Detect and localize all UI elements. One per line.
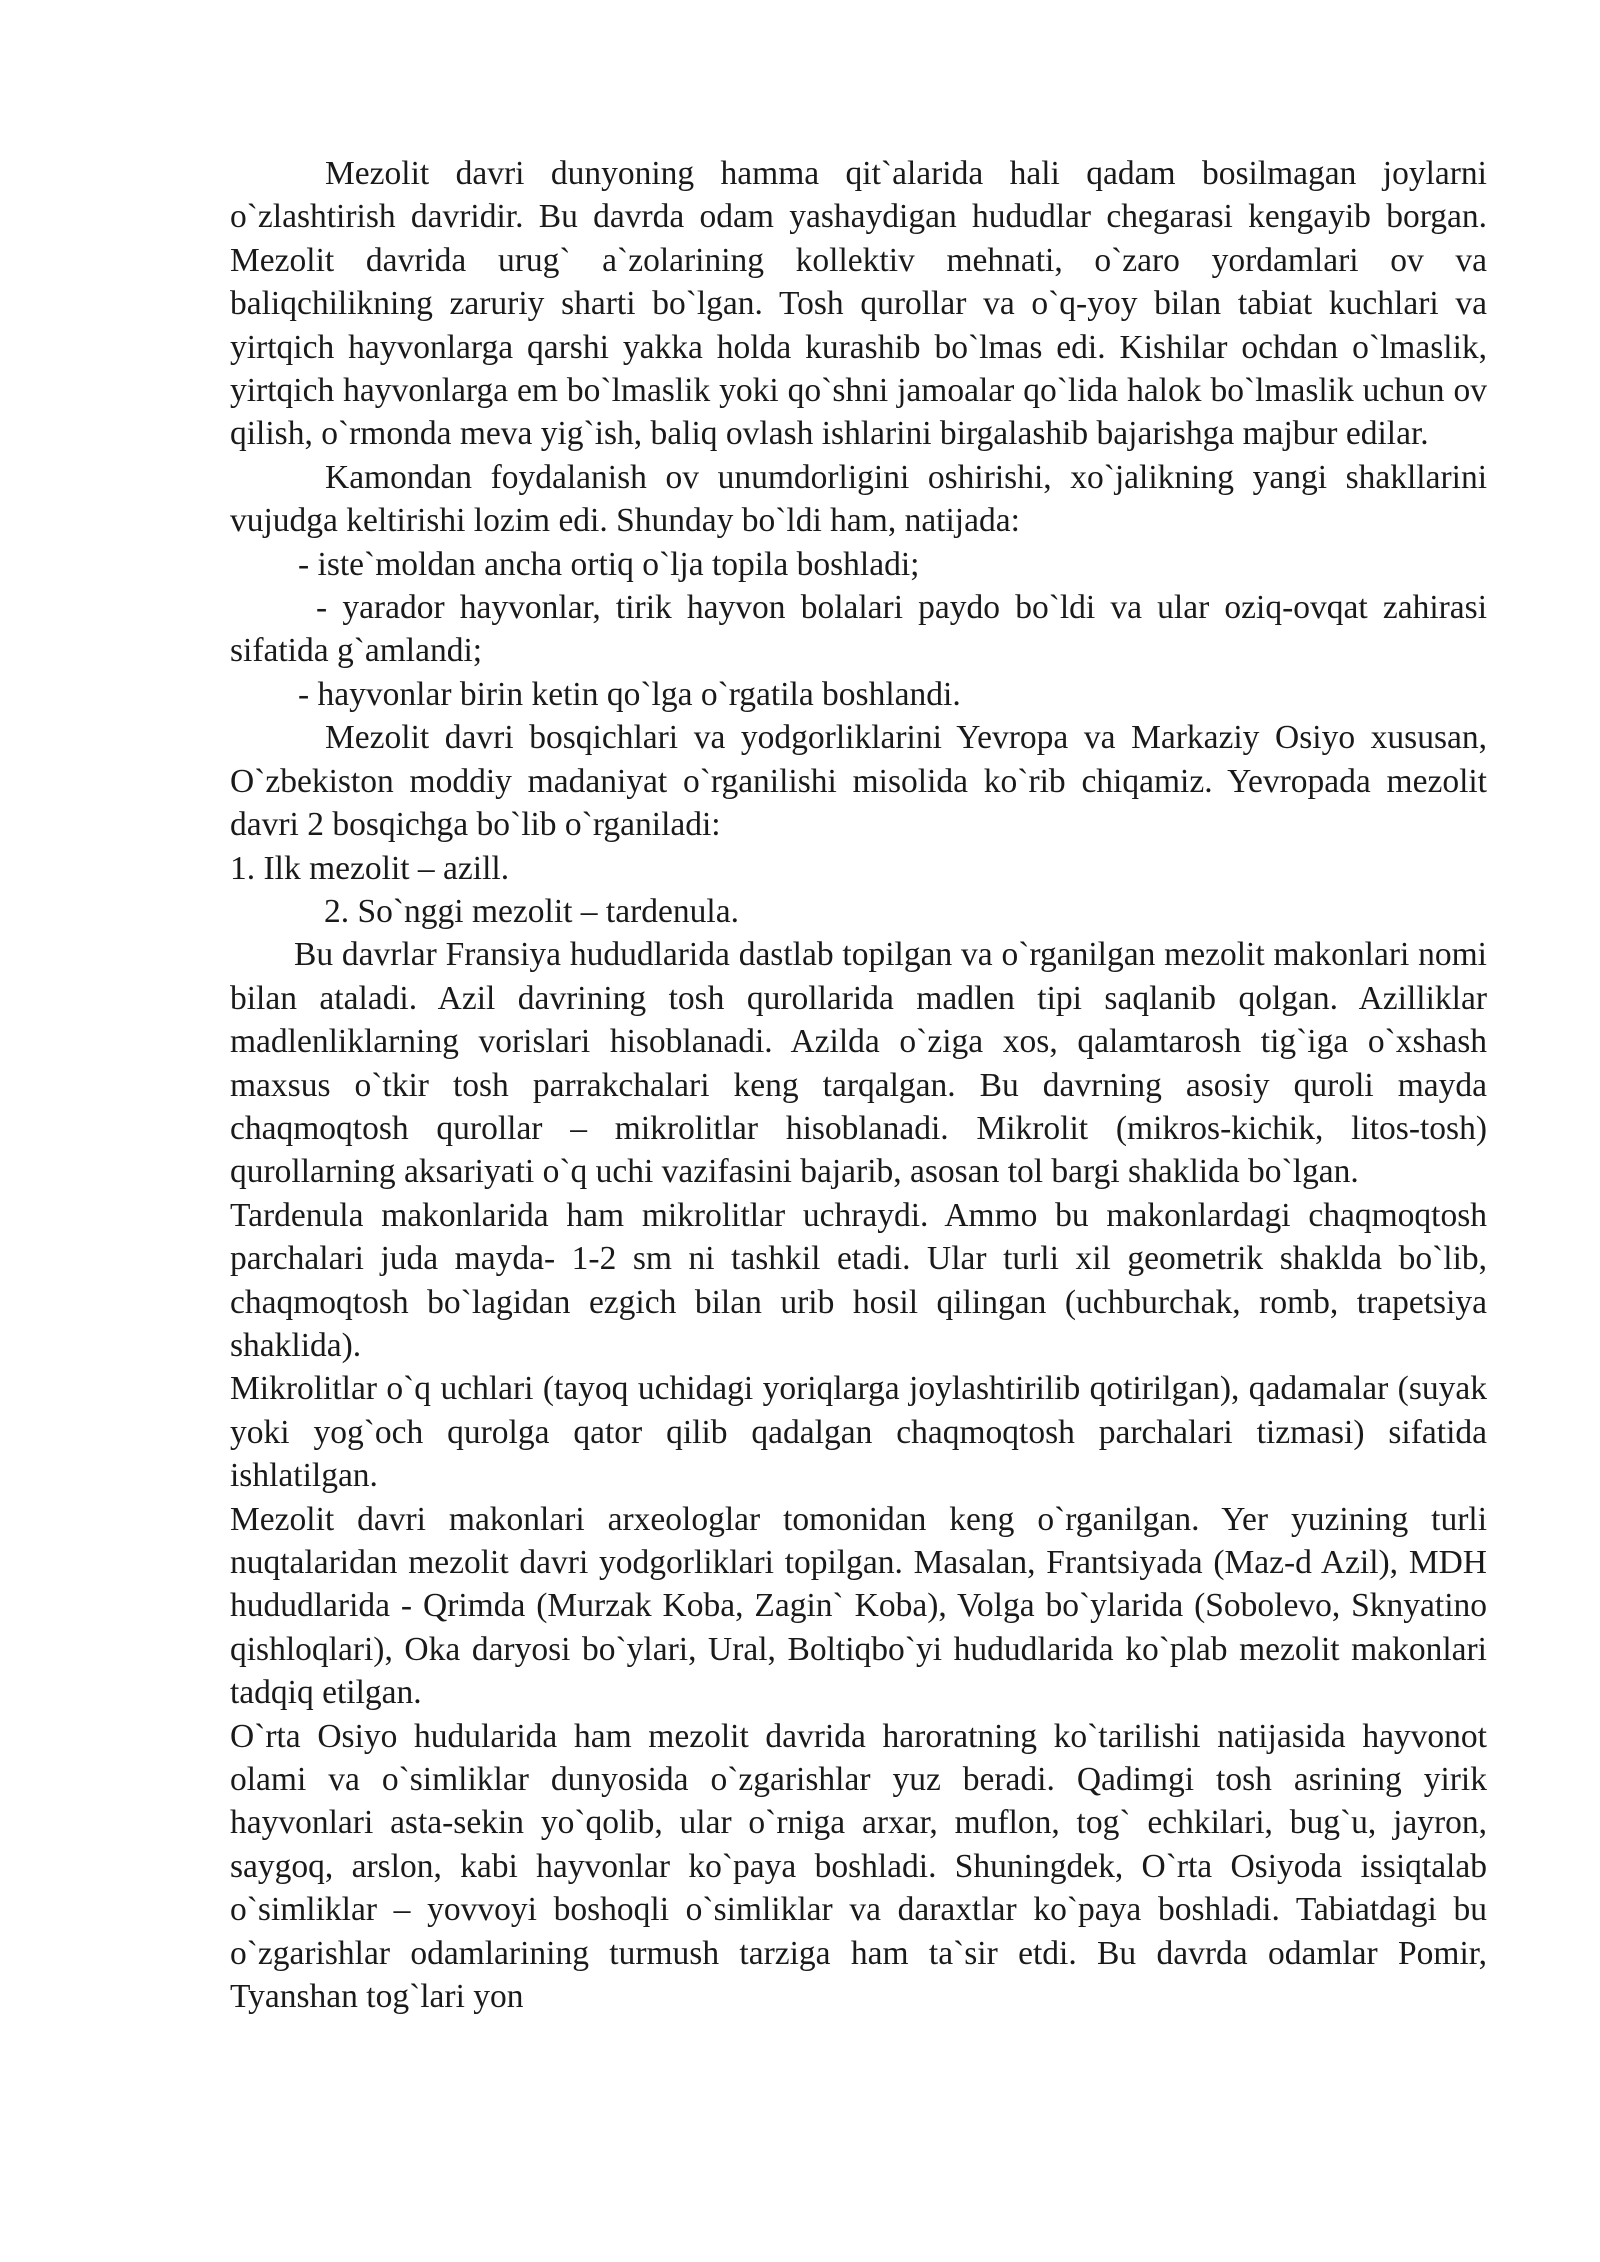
- list-item-qolga-orgatish: - hayvonlar birin ketin qo`lga o`rgatila boshlandi.: [298, 675, 961, 713]
- paragraph-orta-osiyo: O`rta Osiyo hudularida ham mezolit davrida haroratning ko`tarilishi natijasida hayvonot olami va o`simliklar dunyosida o`zgarishlar yuz beradi. Qadimgi tosh asrining yirik hayvonlari asta-sekin yo`qolib, ular o`rniga arxar, muflon, tog` echkilari, bug`u, jayron, saygoq, arslon, kabi hayvonlar ko`paya boshladi. Shuningdek, O`rta Osiyoda issiqtalab o`simliklar – yovvoyi boshoqli o`simliklar va daraxtlar ko`paya boshladi. Tabiatdagi bu o`zgarishlar odamlarining turmush tarziga ham ta`sir etdi. Bu davrda odamlar Pomir, Tyanshan tog`lari yon: [230, 1717, 1487, 2016]
- paragraph-tardenula: Tardenula makonlarida ham mikrolitlar uchraydi. Ammo bu makonlardagi chaqmoqtosh parchalari juda mayda- 1-2 sm ni tashkil etadi. Ular turli xil geometrik shaklda bo`lib, chaqmoqtosh bo`lagidan ezgich bilan urib hosil qilingan (uchburchak, romb, trapetsiya shaklida).: [230, 1196, 1487, 1364]
- list-item-songgi-mezolit: 2. So`nggi mezolit – tardenula.: [324, 892, 739, 930]
- paragraph-mezolit-intro: Mezolit davri dunyoning hamma qit`alarida hali qadam bosilmagan joylarni o`zlashtirish davridir. Bu davrda odam yashaydigan hududlar chegarasi kengayib borgan. Mezolit davrida urug` a`zolarining kollektiv mehnati, o`zaro yordamlari ov va baliqchilikning zaruriy sharti bo`lgan. Tosh qurollar va o`q-yoy bilan tabiat kuchlari va yirtqich hayvonlarga qarshi yakka holda kurashib bo`lmas edi. Kishilar ochdan o`lmaslik, yirtqich hayvonlarga em bo`lmaslik yoki qo`shni jamoalar qo`lida halok bo`lmaslik uchun ov qilish, o`rmonda meva yig`ish, baliq ovlash ishlarini birgalashib bajarishga majbur edilar.: [230, 155, 1487, 453]
- paragraph-bosqichlar: Mezolit davri bosqichlari va yodgorliklarini Yevropa va Markaziy Osiyo xususan, O`zbekiston moddiy madaniyat o`rganilishi misolida ko`rib chiqamiz. Yevropada mezolit davri 2 bosqichga bo`lib o`rganiladi:: [230, 719, 1487, 844]
- paragraph-makonlar: Mezolit davri makonlari arxeologlar tomonidan keng o`rganilgan. Yer yuzining turli nuqtalaridan mezolit davri yodgorliklari topilgan. Masalan, Frantsiyada (Maz-d Azil), MDH hududlarida - Qrimda (Murzak Koba, Zagin` Koba), Volga bo`ylarida (Sobolevo, Sknyatino qishloqlari), Oka daryosi bo`ylari, Ural, Boltiqbo`yi hududlarida ko`plab mezolit makonlari tadqiq etilgan.: [230, 1500, 1487, 1712]
- paragraph-kamon: Kamondan foydalanish ov unumdorligini oshirishi, xo`jalikning yangi shakllarini vujudga keltirishi lozim edi. Shunday bo`ldi ham, natijada:: [230, 458, 1487, 540]
- paragraph-mikrolitlar: Mikrolitlar o`q uchlari (tayoq uchidagi yoriqlarga joylashtirilib qotirilgan), qadamalar (suyak yoki yog`och qurolga qator qilib qadalgan chaqmoqtosh parchalari tizmasi) sifatida ishlatilgan.: [230, 1370, 1487, 1495]
- list-item-oljalar: - iste`moldan ancha ortiq o`lja topila boshladi;: [298, 545, 920, 583]
- list-item-ilk-mezolit: 1. Ilk mezolit – azill.: [230, 849, 510, 887]
- document-page: [230, 152, 1487, 2018]
- paragraph-fransiya: Bu davrlar Fransiya hududlarida dastlab topilgan va o`rganilgan mezolit makonlari nomi bilan ataladi. Azil davrining tosh qurollarida madlen tipi saqlanib qolgan. Azilliklar madlenliklarning vorislari hisoblanadi. Azilda o`ziga xos, qalamtarosh tig`iga o`xshash maxsus o`tkir tosh parrakchalari keng tarqalgan. Bu davrning asosiy quroli mayda chaqmoqtosh qurollar – mikrolitlar hisoblanadi. Mikrolit (mikros-kichik, litos-tosh) qurollarning aksariyati o`q uchi vazifasini bajarib, asosan tol bargi shaklida bo`lgan.: [230, 936, 1487, 1191]
- list-item-yarador-hayvonlar: - yarador hayvonlar, tirik hayvon bolalari paydo bo`ldi va ular oziq-ovqat zahirasi sifatida g`amlandi;: [230, 589, 1487, 670]
